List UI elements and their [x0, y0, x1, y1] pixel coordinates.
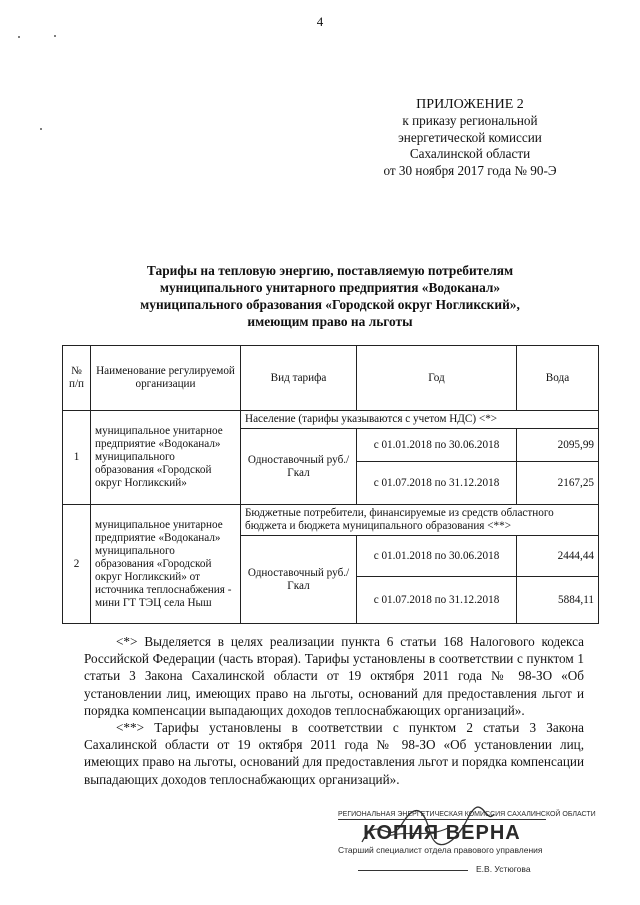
scan-speck — [54, 35, 56, 37]
value-cell: 2167,25 — [517, 462, 599, 505]
consumer-group: Бюджетные потребители, финансируемые из средств областного бюджета и бюджета муниципального образования <**> — [241, 505, 599, 536]
appendix-line: энергетической комиссии — [398, 129, 542, 145]
title-line: муниципального образования «Городской округ Ногликский», — [140, 297, 520, 312]
period-cell: с 01.07.2018 по 31.12.2018 — [357, 577, 517, 624]
header-num: № п/п — [63, 346, 91, 411]
signature-line — [358, 870, 468, 871]
period-cell: с 01.01.2018 по 30.06.2018 — [357, 429, 517, 462]
row-num: 2 — [63, 505, 91, 624]
footnotes — [84, 633, 584, 788]
stamp-position: Старший специалист отдела правового управления — [338, 845, 543, 855]
value-cell: 2095,99 — [517, 429, 599, 462]
value-cell: 5884,11 — [517, 577, 599, 624]
table-row — [63, 505, 599, 536]
table-header-row — [63, 346, 599, 411]
appendix-line: к приказу региональной — [402, 113, 538, 129]
consumer-group: Население (тарифы указываются с учетом НДС) <*> — [241, 411, 599, 429]
copy-stamp — [338, 810, 596, 880]
table-row — [63, 411, 599, 429]
stamp-title: КОПИЯ ВЕРНА — [363, 822, 521, 844]
header-water: Вода — [517, 346, 599, 411]
document-title — [95, 262, 565, 330]
appendix-line: от 30 ноября 2017 года № 90-Э — [383, 162, 557, 178]
period-cell: с 01.01.2018 по 30.06.2018 — [357, 536, 517, 577]
title-line: муниципального унитарного предприятия «Водоканал» — [159, 280, 501, 295]
footnote-2: <**> Тарифы установлены в соответствии с пунктом 2 статьи 3 Закона Сахалинской области от 19 октября 2011 года № 98-ЗО «Об установлении лиц, имеющих право на льготы, оснований для предоставления льгот и порядка компенсации выпадающих доходов теплоснабжающих организаций». — [84, 720, 584, 787]
appendix-line: Сахалинской области — [409, 146, 531, 162]
appendix-title: ПРИЛОЖЕНИЕ 2 — [416, 97, 524, 112]
stamp-org: РЕГИОНАЛЬНАЯ ЭНЕРГЕТИЧЕСКАЯ КОМИССИЯ САХАЛИНСКОЙ ОБЛАСТИ — [338, 811, 596, 818]
appendix-block — [355, 97, 585, 179]
row-num: 1 — [63, 411, 91, 505]
title-line: имеющим право на льготы — [247, 314, 413, 329]
footnote-1: <*> Выделяется в целях реализации пункта 6 статьи 168 Налогового кодекса Российской Федерации (часть вторая). Тарифы установлены в соответствии с пунктом 1 статьи 3 Закона Сахалинской области от 19 октября 2011 года № 98-ЗО «Об установлении лиц, имеющих право на льготы, оснований для предоставления льгот и порядка компенсации выпадающих доходов теплоснабжающих организаций». — [84, 634, 584, 718]
tariff-type: Одноставочный руб./Гкал — [241, 429, 357, 505]
scan-speck — [18, 36, 20, 38]
stamp-name: Е.В. Устюгова — [476, 864, 531, 874]
row-org: муниципальное унитарное предприятие «Водоканал» муниципального образования «Городской округ Ногликский» от источника теплоснабжения - мини ГТ ТЭЦ села Ныш — [91, 505, 241, 624]
scan-speck — [40, 128, 42, 130]
tariff-type: Одноставочный руб./Гкал — [241, 536, 357, 624]
value-cell: 2444,44 — [517, 536, 599, 577]
row-org: муниципальное унитарное предприятие «Водоканал» муниципального образования «Городской округ Ногликский» — [91, 411, 241, 505]
header-year: Год — [357, 346, 517, 411]
period-cell: с 01.07.2018 по 31.12.2018 — [357, 462, 517, 505]
page-number: 4 — [316, 14, 324, 29]
header-type: Вид тарифа — [241, 346, 357, 411]
tariff-table — [62, 345, 599, 624]
header-org: Наименование регулируемой организации — [91, 346, 241, 411]
title-line: Тарифы на тепловую энергию, поставляемую потребителям — [146, 263, 514, 278]
